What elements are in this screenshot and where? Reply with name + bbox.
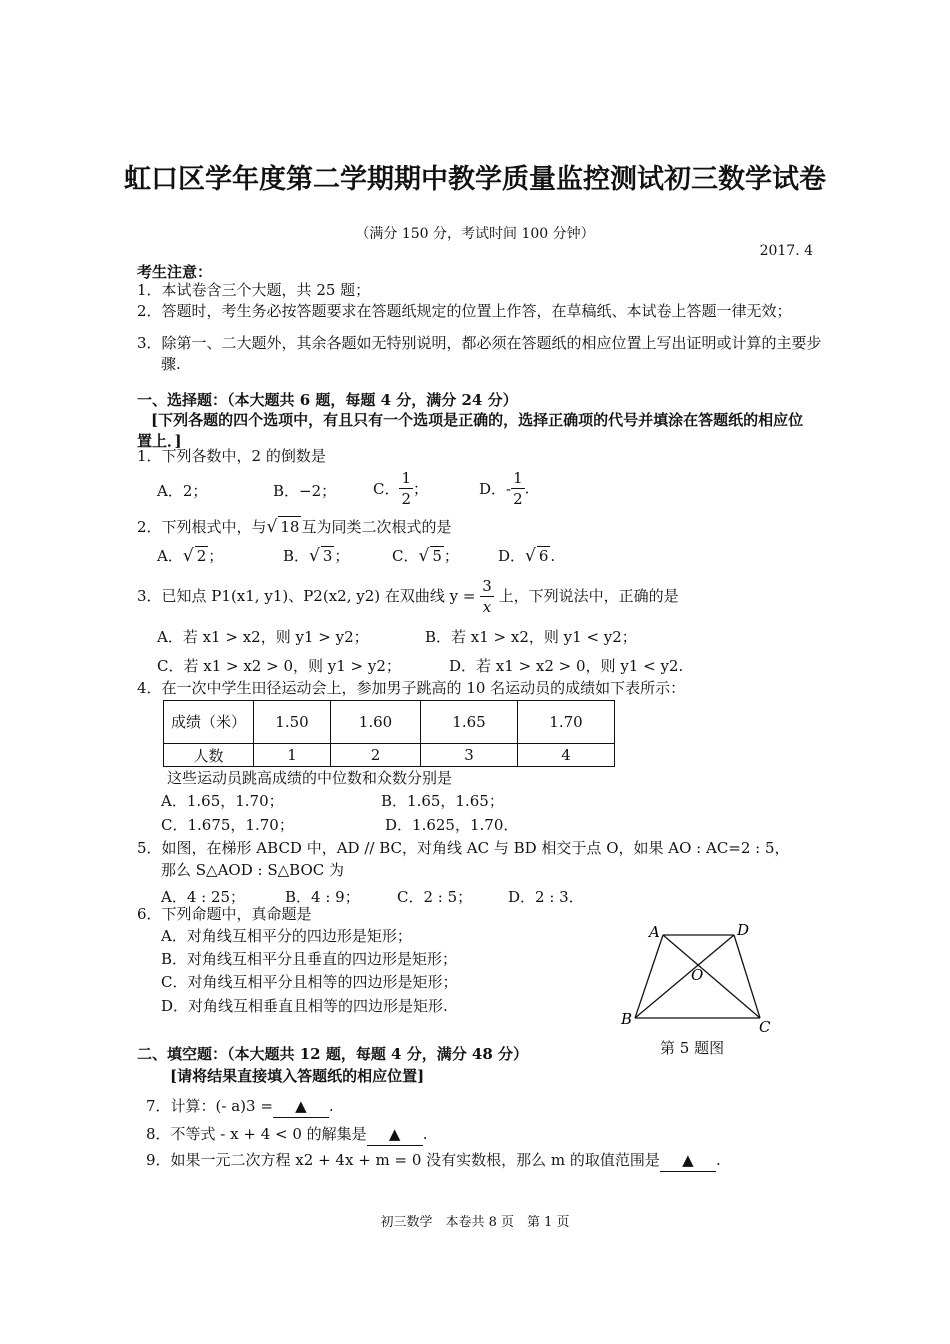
table-cell: 1 [254, 744, 331, 767]
q5-option-d: D．2 : 3． [508, 888, 584, 906]
table-cell: 1.70 [518, 701, 615, 744]
section1-heading: 一、选择题：（本大题共 6 题，每题 4 分，满分 24 分） [137, 391, 518, 409]
section2-heading: 二、填空题：（本大题共 12 题，每题 4 分，满分 48 分） [137, 1045, 529, 1063]
q3-option-a: A．若 x1 > x2，则 y1 > y2； [157, 628, 369, 646]
q9-line: 9．如果一元二次方程 x2 + 4x + m = 0 没有实数根，那么 m 的取值范围是 ▲ . [146, 1150, 826, 1172]
q8-line: 8．不等式 - x + 4 < 0 的解集是 ▲ . [146, 1124, 826, 1146]
q3-option-d: D．若 x1 > x2 > 0，则 y1 < y2. [449, 657, 684, 675]
notice-heading: 考生注意： [137, 263, 213, 281]
trapezoid-figure [615, 920, 785, 1040]
table-cell: 1.50 [254, 701, 331, 744]
vertex-label-o: O [691, 966, 704, 984]
table-header-cell: 人数 [164, 744, 254, 767]
q4-option-d: D．1.625，1.70． [385, 816, 519, 834]
q3-options-row2 [157, 655, 817, 677]
answer-blank: ▲ [660, 1150, 716, 1172]
q2-stem: 2．下列根式中，与√ 18 互为同类二次根式的是 [137, 517, 452, 537]
table-cell: 4 [518, 744, 615, 767]
notice-item: 3．除第一、二大题外，其余各题如无特别说明，都必须在答题纸的相应位置上写出证明或计算的主要步骤. [137, 334, 822, 373]
q6-option-d: D．对角线互相垂直且相等的四边形是矩形. [161, 997, 448, 1015]
answer-blank: ▲ [367, 1124, 423, 1146]
segment-dc [734, 935, 760, 1018]
q2-option-c: C．√ 5 ； [392, 546, 459, 566]
vertex-label-b: B [621, 1010, 633, 1028]
q4-stem: 4．在一次中学生田径运动会上，参加男子跳高的 10 名运动员的成绩如下表所示： [137, 679, 686, 697]
q6-stem: 6．下列命题中，真命题是 [137, 905, 312, 923]
section2-instruction: [请将结果直接填入答题纸的相应位置] [170, 1067, 425, 1085]
q4-after: 这些运动员跳高成绩的中位数和众数分别是 [167, 769, 453, 787]
q3-stem: 3．已知点 P1(x1, y1)、P2(x2, y2) 在双曲线 y = $\frac{3}{x}$ 上，下列说法中，正确的是 [137, 577, 679, 616]
q6-option-b: B．对角线互相平分且垂直的四边形是矩形； [161, 950, 458, 968]
diagonal-bd [635, 935, 734, 1018]
q3-option-c: C．若 x1 > x2 > 0，则 y1 > y2； [157, 657, 401, 675]
answer-blank: ▲ [273, 1096, 329, 1118]
q4-option-b: B．1.65，1.65； [381, 792, 504, 810]
vertex-label-c: C [759, 1018, 771, 1036]
exam-subtitle: （满分 150 分，考试时间 100 分钟） [355, 226, 595, 242]
notice-item: 1．本试卷含三个大题，共 25 题； [137, 281, 371, 299]
q2-option-a: A．√ 2 ； [157, 546, 224, 566]
vertex-label-a: A [649, 923, 660, 941]
figure-caption: 第 5 题图 [660, 1039, 725, 1057]
q6-option-c: C．对角线互相平分且相等的四边形是矩形； [161, 973, 458, 991]
q1-stem: 1．下列各数中，2 的倒数是 [137, 447, 326, 465]
q2-option-d: D．√ 6 . [498, 546, 556, 566]
table-cell: 1.65 [421, 701, 518, 744]
q5-option-c: C．2 : 5； [397, 888, 473, 906]
q5-option-b: B．4 : 9； [285, 888, 360, 906]
table-cell: 1.60 [331, 701, 421, 744]
diagonal-ac [663, 935, 760, 1018]
table-cell: 2 [331, 744, 421, 767]
q4-score-table [163, 700, 615, 767]
q4-options-row1 [161, 790, 821, 812]
q6-option-a: A．对角线互相平分的四边形是矩形； [161, 927, 412, 945]
section1-instruction: [下列各题的四个选项中，有且只有一个选项是正确的，选择正确项的代号并填涂在答题纸的相应位置上．] [137, 411, 804, 450]
q3-option-b: B．若 x1 > x2，则 y1 < y2； [425, 628, 637, 646]
exam-title: 虹口区学年度第二学期期中教学质量监控测试初三数学试卷 [124, 164, 826, 195]
exam-date: 2017. 4 [759, 243, 813, 259]
q1-option-b: B．−2； [273, 482, 337, 500]
q1-option-a: A．2； [157, 482, 208, 500]
table-row [164, 744, 615, 767]
q1-option-d: D．- $\frac{1}{2}$ . [479, 469, 530, 508]
table-row [164, 701, 615, 744]
q5-stem2: 那么 S△AOD : S△BOC 为 [161, 861, 344, 879]
q1-options [157, 468, 817, 512]
q5-option-a: A．4 : 25； [161, 888, 246, 906]
q2-options [157, 545, 817, 569]
q5-stem: 5．如图，在梯形 ABCD 中，AD // BC，对角线 AC 与 BD 相交于点 O，如果 AO : AC=2 : 5， [137, 839, 790, 857]
table-cell: 3 [421, 744, 518, 767]
page-footer: 初三数学 本卷共 8 页 第 1 页 [380, 1215, 570, 1230]
q7-line: 7．计算：(- a)3 = ▲ . [146, 1096, 826, 1118]
vertex-label-d: D [737, 921, 750, 939]
q4-options-row2 [161, 814, 821, 836]
q3-options-row1 [157, 626, 817, 648]
q1-option-c: C． $\frac{1}{2}$ ； [373, 469, 429, 508]
q2-option-b: B．√ 3 ； [283, 546, 350, 566]
table-header-cell: 成绩（米） [164, 701, 254, 744]
notice-item: 2．答题时，考生务必按答题要求在答题纸规定的位置上作答，在草稿纸、本试卷上答题一律无效； [137, 302, 792, 320]
q4-option-a: A．1.65，1.70； [161, 792, 284, 810]
q4-option-c: C．1.675，1.70； [161, 816, 294, 834]
